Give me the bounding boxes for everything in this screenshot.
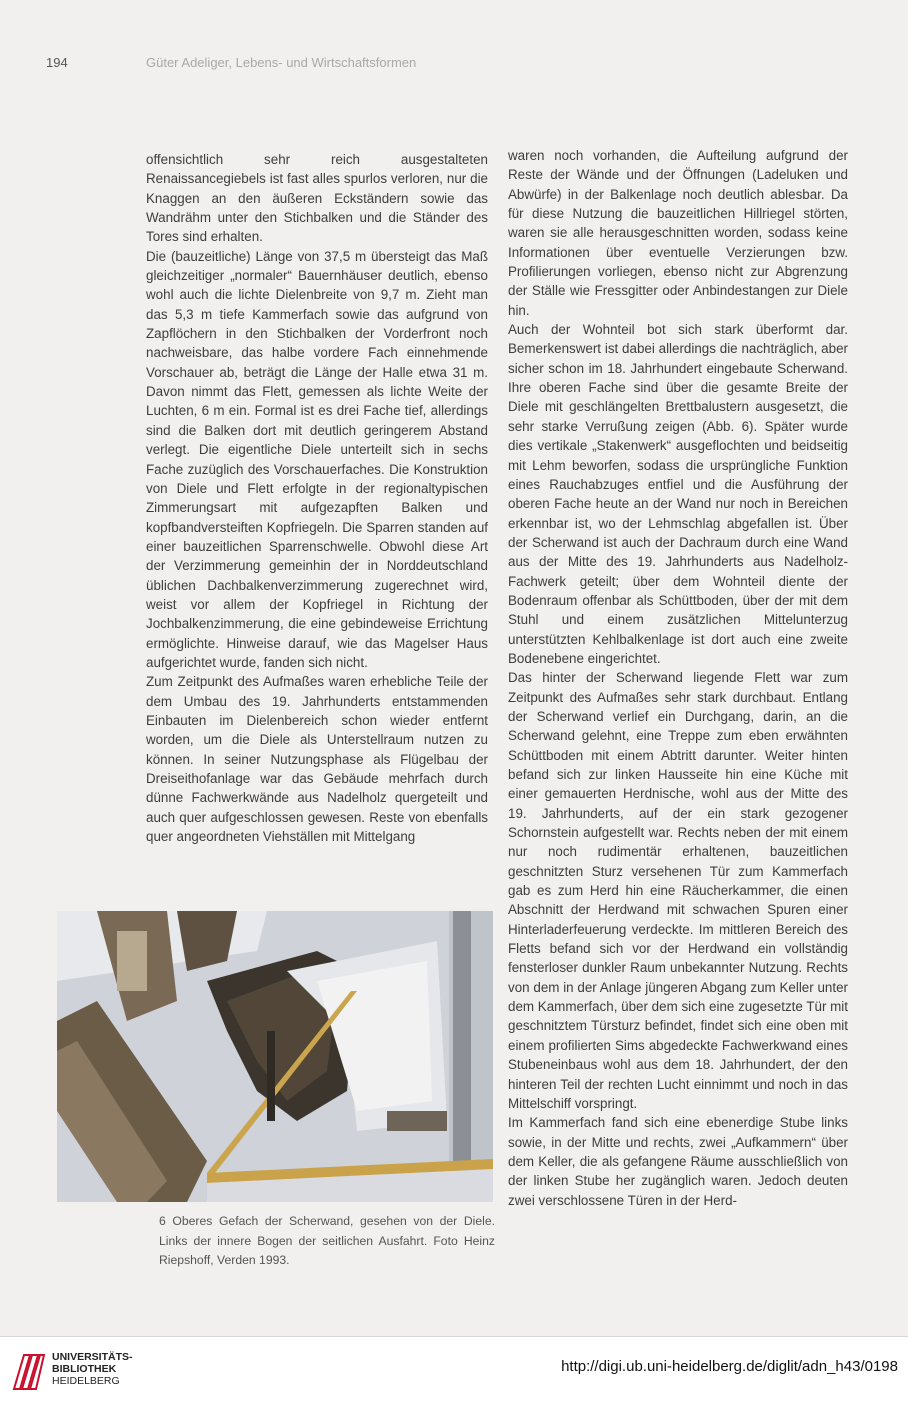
- library-name: [52, 1351, 133, 1387]
- right-text-column: [508, 146, 848, 1210]
- paragraph: Das hinter der Scherwand liegende Flett war zum Zeitpunkt des Aufmaßes sehr stark durchbaut. Entlang der Scherwand verlief ein Durchgang, darin, an die Scherwand gelehnt, eine Treppe zum eben erwähnten Schüttboden mit einem Abtritt darunter. Weiter hinten befand sich zur linken Hausseite hin eine Küche mit einer gemauerten Herdnische, wohl aus der Mitte des 19. Jahrhunderts, auf der ein stark gezogener Schornstein aufgestellt war. Rechts neben der mit einem nur noch rudimentär erhaltenen, bauzeitlichen geschnitzten Sturz versehenen Tür zum Kammerfach gab es zum Herd hin eine Räucherkammer, die einen Abschnitt der Herdwand mit schwachen Spuren einer Hinterladerfeuerung verdeckte. Im mittleren Bereich des Fletts befand sich vor der Herdwand ein vollständig fensterloser dunkler Raum unbekannter Nutzung. Rechts von dem in der Anlage jüngeren Abgang zum Keller unter dem Kammerfach, über dem sich eine zugesetzte Tür mit geschnitztem Türsturz befindet, findet sich eine oben mit einem profilierten Sims abgedeckte Fachwerkwand eines Stubeneinbaus wohl aus dem 18. Jahrhundert, der den hinteren Teil der rechten Lucht einnimmt und noch in das Mittelschiff vorspringt.: [508, 670, 848, 1111]
- paragraph: offensichtlich sehr reich ausgestalteten Renaissancegiebels ist fast alles spurlos verloren, nur die Knaggen an den äußeren Eckständern sowie das Wandrähm unter den Stichbalken und die Ständer des Tores sind erhalten.: [146, 152, 488, 245]
- library-name-line1: UNIVERSITÄTS-: [52, 1351, 133, 1363]
- library-name-line2: BIBLIOTHEK: [52, 1363, 117, 1375]
- scherwand-photo: [57, 911, 493, 1202]
- footer-bar: [0, 1336, 908, 1403]
- left-text-column: [146, 150, 488, 846]
- library-name-line3: HEIDELBERG: [52, 1375, 120, 1387]
- running-title: Güter Adeliger, Lebens- und Wirtschaftsformen: [146, 55, 417, 70]
- library-logo-icon: [10, 1349, 46, 1391]
- paragraph: Im Kammerfach fand sich eine ebenerdige Stube links sowie, in der Mitte und rechts, zwei „Aufkammern“ über dem Keller, die als gefangene Räume ausschließlich von der linken Stube her zugänglich waren. Jedoch deuten zwei verschlossene Türen in der Herd-: [508, 1115, 848, 1208]
- paragraph: Die (bauzeitliche) Länge von 37,5 m übersteigt das Maß gleichzeitiger „normaler“ Bauernhäuser deutlich, ebenso wohl auch die lichte Dielenbreite von 9,7 m. Zieht man das 5,3 m tiefe Kammerfach sowie das aufgrund von Zapflöchern in den Stichbalken der Vorderfront noch nachweisbare, das halbe vordere Fach einnehmende Vorschauer ab, beträgt die Länge der Halle etwa 31 m. Davon nimmt das Flett, gemessen als lichte Weite der Luchten, 6 m ein. Formal ist es drei Fache tief, allerdings sind die Balken dort mit deutlich geringerem Abstand verlegt. Die eigentliche Diele unterteilt sich in sechs Fache zuzüglich des Vorschauerfaches. Die Konstruktion von Diele und Flett erfolgte in der regionaltypischen Zimmerungsart mit aufgezapften Balken und kopfbandversteiften Kopfriegeln. Die Sparren standen auf einer bauzeitlichen Sparrenschwelle. Obwohl diese Art der Verzimmerung gemeinhin der in Norddeutschland üblichen Dachbalkenverzimmerung zugerechnet wird, weist vor allem der Kopfriegel in Richtung der Jochbalkenzimmerung, die eine gebindeweise Errichtung ermöglichte. Hinweise darauf, wie das Magelser Haus aufgerichtet wurde, fanden sich nicht.: [146, 248, 488, 670]
- paragraph: waren noch vorhanden, die Aufteilung aufgrund der Reste der Wände und der Öffnungen (Ladeluken und Abwürfe) in der Balkenlage noch deutlich ablesbar. Da für diese Nutzung die bauzeitlichen Hillriegel störten, waren sie alle herausgeschnitten worden, sodass keine Informationen über eventuelle Verzierungen bzw. Profilierungen vorliegen, ebenso nicht zur Abgrenzung der Ställe wie Fressgitter oder Anbindestangen zur Diele hin.: [508, 148, 848, 318]
- figure-caption: 6 Oberes Gefach der Scherwand, gesehen von der Diele. Links der innere Bogen der seitlichen Ausfahrt. Foto Heinz Riepshoff, Verden 1993.: [159, 1214, 495, 1267]
- paragraph: Zum Zeitpunkt des Aufmaßes waren erhebliche Teile der dem Umbau des 19. Jahrhunderts entstammenden Einbauten im Dielenbereich schon wieder entfernt worden, um die Diele als Unterstellraum nutzen zu können. In seiner Nutzungsphase als Flügelbau der Dreiseithofanlage war das Gebäude mehrfach durch dünne Fachwerkwände aus Nadelholz quergeteilt und auch quer aufgeschlossen gewesen. Reste von ebenfalls quer angeordneten Viehställen mit Mittelgang: [146, 674, 488, 845]
- paragraph: Auch der Wohnteil bot sich stark überformt dar. Bemerkenswert ist dabei allerdings die nachträglich, aber sicher schon im 18. Jahrhundert eingebaute Scherwand. Ihre oberen Fache sind über die gesamte Breite der Diele mit geschlängelten Brettbalustern ausgesetzt, die sehr starke Verrußung zeigen (Abb. 6). Später wurde dies vertikale „Stakenwerk“ ausgeflochten und beidseitig mit Lehm beworfen, sodass die ursprüngliche Funktion eines Rauchabzuges entfiel und die Ausführung der oberen Fache heute an der Wand nur noch in Bereichen erkennbar ist, wo der Lehmschlag abgefallen ist. Über der Scherwand ist auch der Dachraum durch eine Wand aus der Mitte des 19. Jahrhunderts aus Nadelholz-Fachwerk geteilt; über dem Wohnteil diente der Bodenraum offenbar als Schüttboden, über der mit dem Stuhl und einem zusätzlichen Mittelunterzug unterstützten Kehlbalkenlage ist dort auch eine zweite Bodenebene eingerichtet.: [508, 322, 848, 666]
- figure-photo: [57, 911, 493, 1202]
- page-number: 194: [46, 55, 68, 70]
- source-url[interactable]: http://digi.ub.uni-heidelberg.de/diglit/adn_h43/0198: [561, 1358, 898, 1375]
